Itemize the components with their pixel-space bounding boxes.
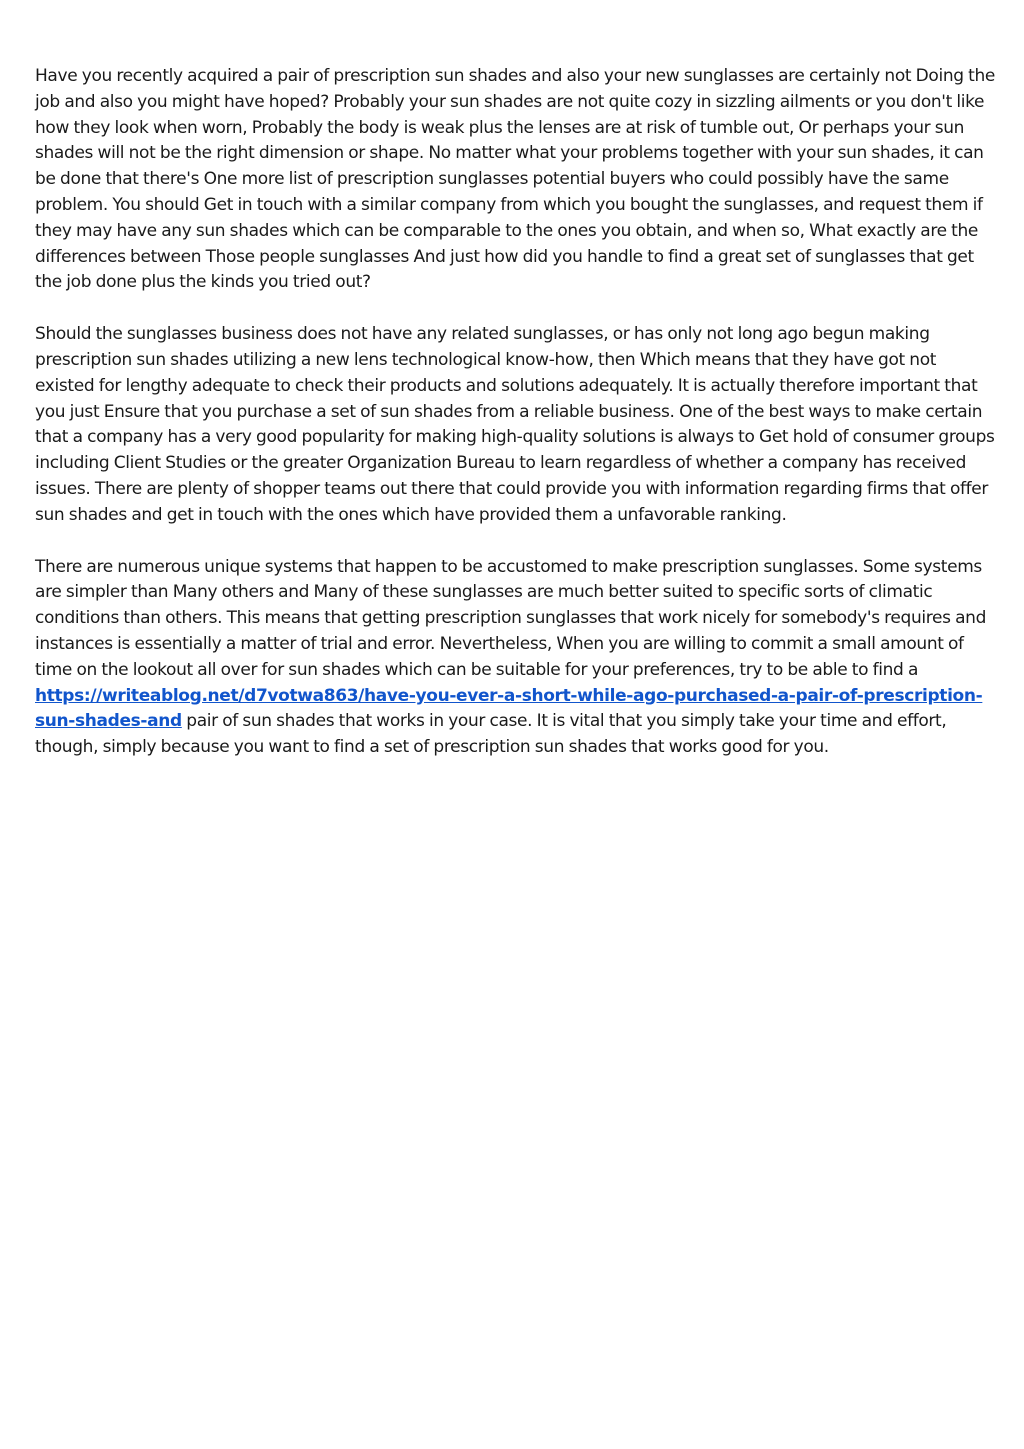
- paragraph-3-text-before: There are numerous unique systems that happen to be accustomed to make prescription sunglasses. Some systems are simpler than Many others and Many of these sunglasses are much better suited to specific sorts of climatic conditions than others. This means that getting prescription sunglasses that work nicely for somebody's requires and instances is essentially a matter of trial and error. Nevertheless, When you are willing to commit a small amount of time on the lookout all over for sun shades which can be suitable for your preferences, try to be able to find a: [35, 556, 987, 680]
- paragraph-2: Should the sunglasses business does not have any related sunglasses, or has only not long ago begun making prescription sun shades utilizing a new lens technological know-how, then Which means that they have got not existed for lengthy adequate to check their products and solutions adequately. It is actually therefore important that you just Ensure that you purchase a set of sun shades from a reliable business. One of the best ways to make certain that a company has a very good popularity for making high-quality solutions is always to Get hold of consumer groups including Client Studies or the greater Organization Bureau to learn regardless of whether a company has received issues. There are plenty of shopper teams out there that could provide you with information regarding firms that offer sun shades and get in touch with the ones which have provided them a unfavorable ranking.: [35, 324, 995, 525]
- article-link[interactable]: https://writeablog.net/d7votwa863/have-you-ever-a-short-while-ago-purchased-a-pair-of-prescription-sun-shades-and: [35, 685, 983, 732]
- paragraph-3-text-after: pair of sun shades that works in your case. It is vital that you simply take your time and effort, though, simply because you want to find a set of prescription sun shades that works good for you.: [35, 711, 947, 758]
- document-body: [35, 64, 995, 787]
- paragraph-3: [35, 555, 995, 761]
- paragraph-1: Have you recently acquired a pair of prescription sun shades and also your new sunglasses are certainly not Doing the job and also you might have hoped? Probably your sun shades are not quite cozy in sizzling ailments or you don't like how they look when worn, Probably the body is weak plus the lenses are at risk of tumble out, Or perhaps your sun shades will not be the right dimension or shape. No matter what your problems together with your sun shades, it can be done that there's One more list of prescription sunglasses potential buyers who could possibly have the same problem. You should Get in touch with a similar company from which you bought the sunglasses, and request them if they may have any sun shades which can be comparable to the ones you obtain, and when so, What exactly are the differences between Those people sunglasses And just how did you handle to find a great set of sunglasses that get the job done plus the kinds you tried out?: [35, 66, 996, 293]
